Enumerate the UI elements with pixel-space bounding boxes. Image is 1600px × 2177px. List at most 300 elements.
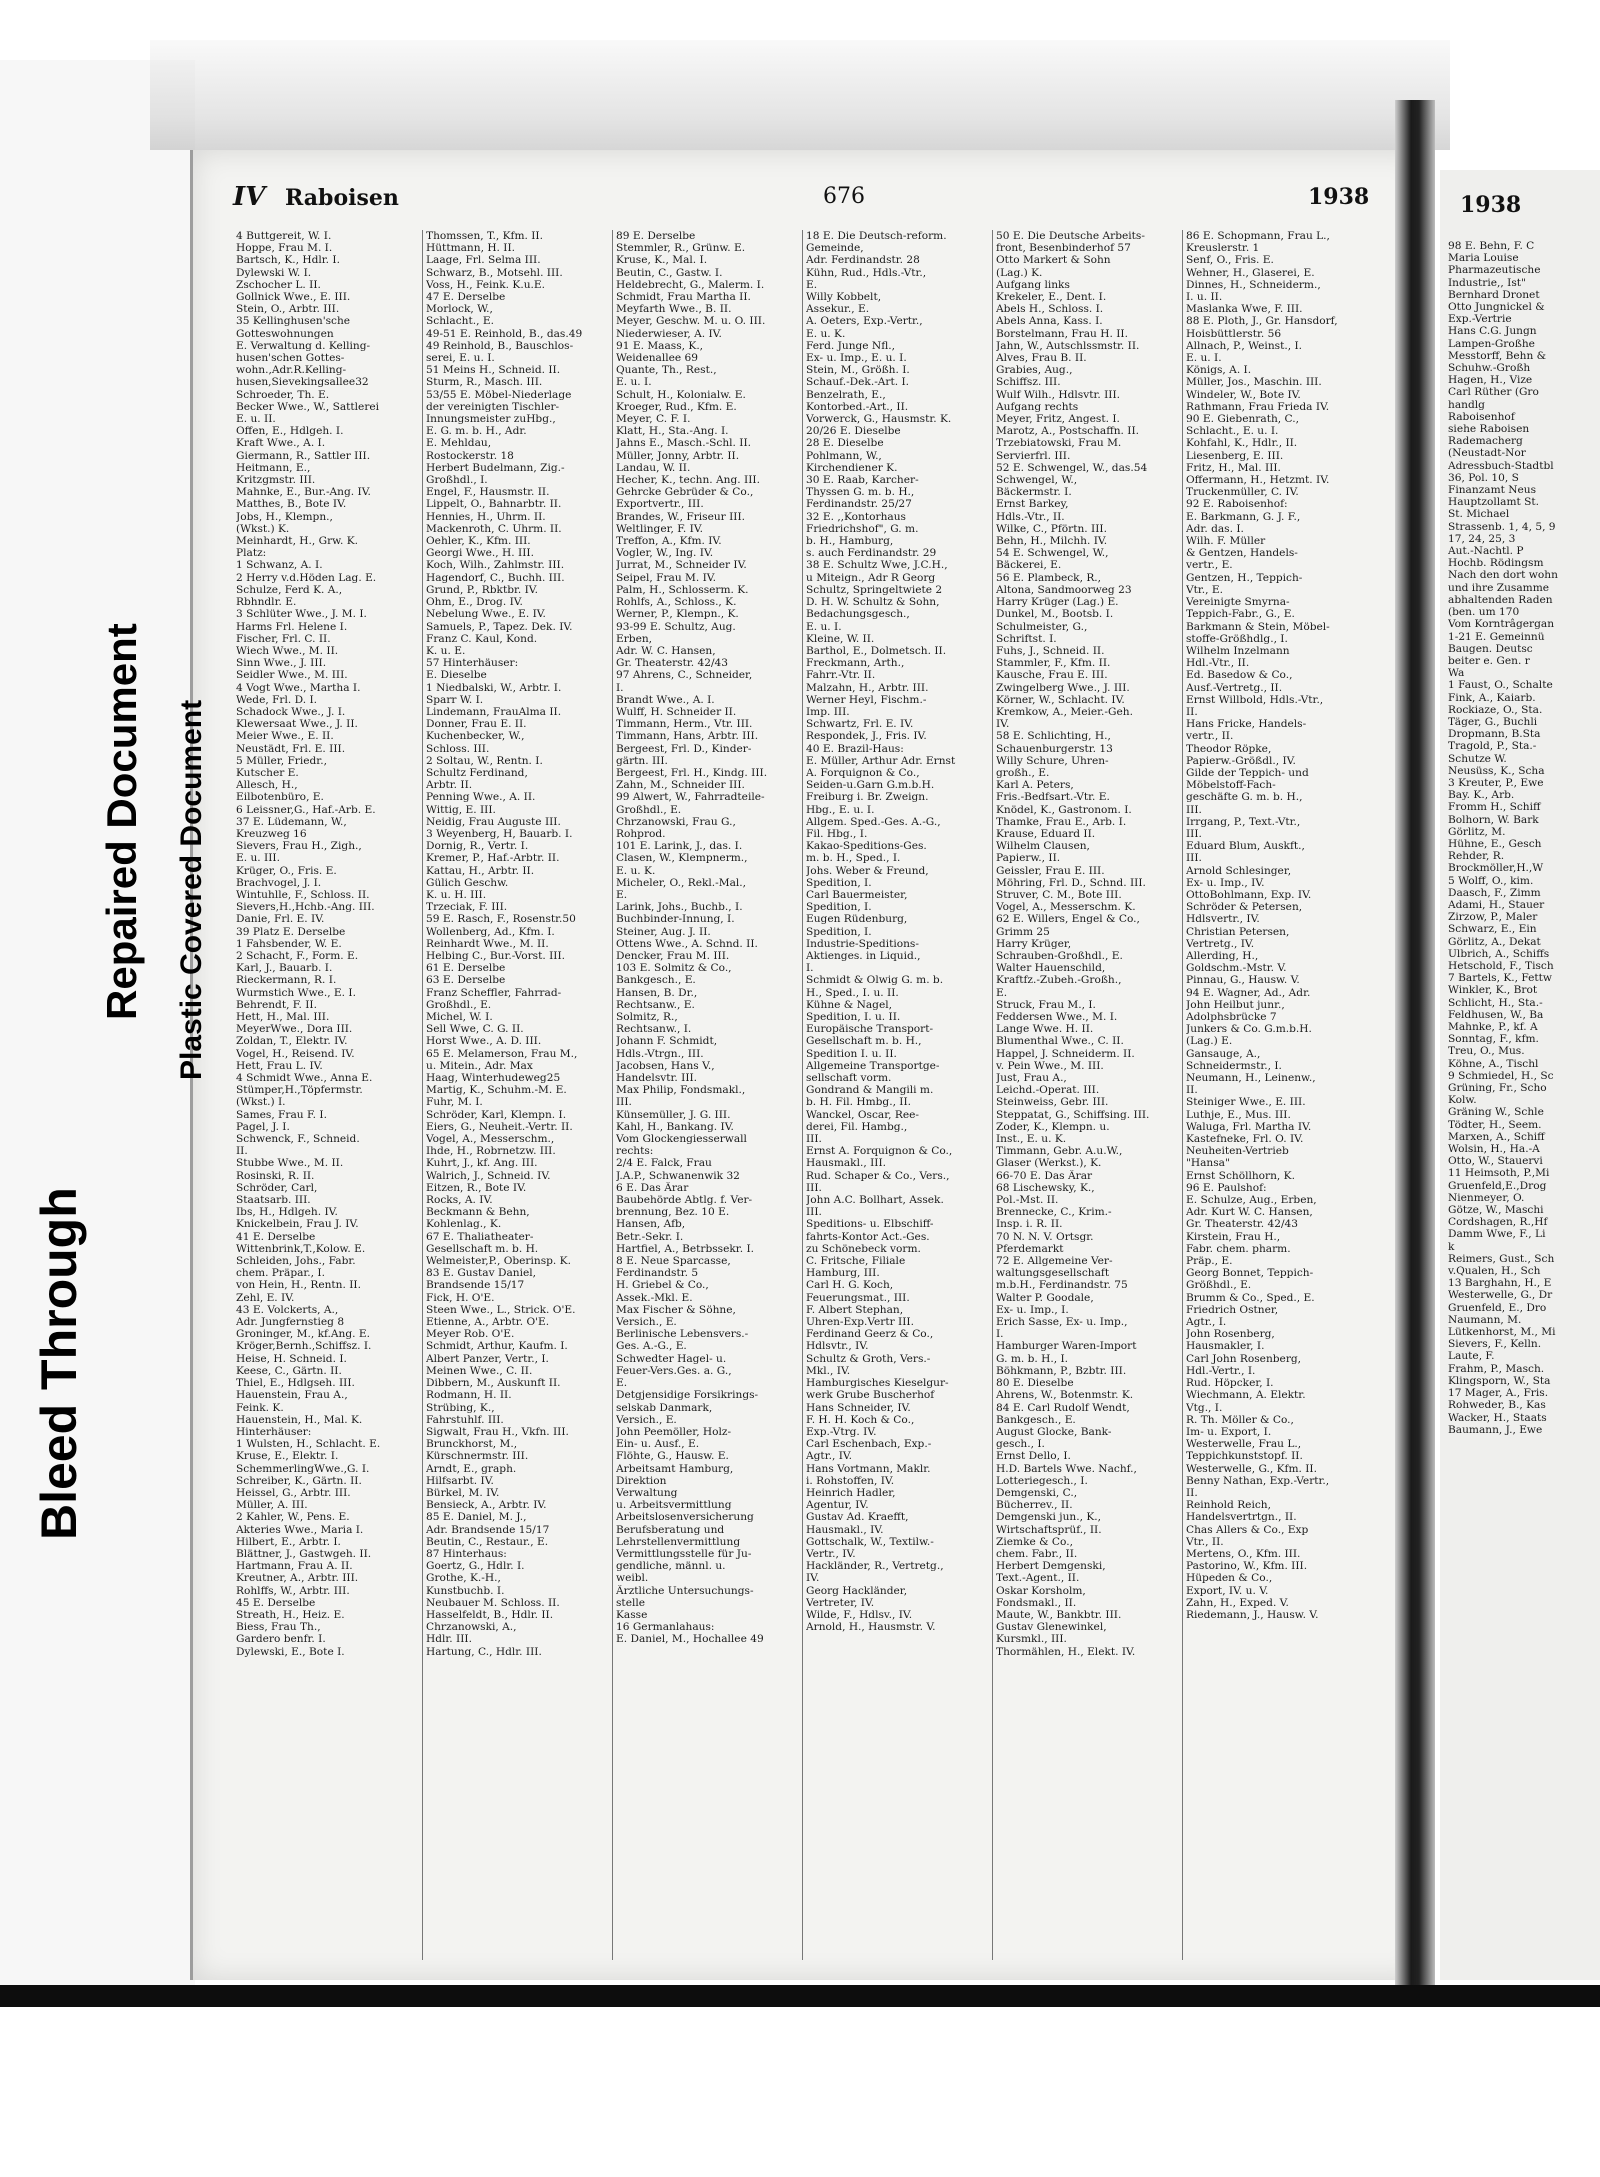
directory-entry: 39 Platz E. Derselbe bbox=[236, 925, 346, 938]
directory-entry: Stemmler, R., Grünw. E. bbox=[616, 242, 746, 255]
directory-entry: Detgjensidige Forsikrings- bbox=[616, 1389, 759, 1402]
directory-entry: Kruse, E., Elektr. I. bbox=[236, 1450, 339, 1463]
adjacent-entry: Klingsporn, W., Sta bbox=[1448, 1374, 1551, 1387]
directory-entry: 41 E. Derselbe bbox=[236, 1230, 316, 1243]
directory-entry: Werner, P., Klempn., K. bbox=[616, 608, 739, 621]
directory-entry: 99 Alwert, W., Fahrradteile- bbox=[616, 791, 765, 804]
directory-entry: Allesch, H., bbox=[236, 779, 298, 792]
stamp-bleed-through: Bleed Through bbox=[31, 1187, 87, 1540]
adjacent-entry: 9 Schmiedel, H., Sc bbox=[1448, 1069, 1554, 1082]
directory-entry: Schröder & Petersen, bbox=[1186, 901, 1303, 914]
directory-entry: K. u. H. III. bbox=[426, 888, 487, 901]
directory-entry: 1 Wulsten, H., Schlacht. E. bbox=[236, 1438, 381, 1451]
directory-entry: Weltlinger, F. IV. bbox=[616, 522, 704, 535]
directory-entry: Neuheiten-Vertrieb bbox=[1186, 1145, 1289, 1158]
directory-entry: Stein, M., Größh. I. bbox=[806, 364, 910, 377]
adjacent-entry: Westerwelle, G., Dr bbox=[1448, 1289, 1553, 1302]
directory-entry: Hasselfeldt, B., Hdlr. II. bbox=[426, 1608, 554, 1621]
directory-entry: Willy Kobbelt, bbox=[806, 291, 882, 304]
adjacent-entry: Industrie,, Ist" bbox=[1448, 276, 1526, 289]
adjacent-entry: Maria Louise bbox=[1448, 252, 1519, 265]
directory-entry: Meyer Rob. O'E. bbox=[426, 1328, 515, 1341]
directory-entry: Wittenbrink,T.,Kolow. E. bbox=[236, 1242, 366, 1255]
directory-entry: I. u. II. bbox=[1186, 291, 1223, 304]
adjacent-entry: Wacker, H., Staats bbox=[1448, 1411, 1547, 1424]
directory-entry: (Lag.) K. bbox=[996, 266, 1043, 279]
directory-entry: Herbert Demgenski, bbox=[996, 1560, 1106, 1573]
directory-entry: Laage, Frl. Selma III. bbox=[426, 254, 541, 267]
directory-entry: Danie, Frl. E. IV. bbox=[236, 913, 325, 926]
directory-entry: Wehner, H., Glaserei, E. bbox=[1186, 266, 1315, 279]
directory-entry: 65 E. Melamerson, Frau M., bbox=[426, 1047, 578, 1060]
directory-entry: Brumm & Co., Sped., E. bbox=[1186, 1291, 1315, 1304]
directory-entry: Heissel, G., Arbtr. III. bbox=[236, 1486, 351, 1499]
directory-entry: Larink, Johs., Buchb., I. bbox=[616, 901, 743, 914]
directory-entry: Schulze, Ferd K. A., bbox=[236, 583, 343, 596]
directory-entry: Bensieck, A., Arbtr. IV. bbox=[426, 1499, 547, 1512]
directory-entry: Jacobsen, Hans V., bbox=[616, 1059, 715, 1072]
directory-entry: Etienne, A., Arbtr. O'E. bbox=[426, 1316, 550, 1329]
adjacent-entry: 98 E. Behn, F. C bbox=[1448, 240, 1535, 252]
directory-entry: Wurmstich Wwe., E. I. bbox=[236, 986, 356, 999]
directory-entry: Künsemüller, J. G. III. bbox=[616, 1108, 731, 1121]
directory-entry: Engel, F., Hausmstr. II. bbox=[426, 486, 550, 499]
directory-entry: Brandes, W., Friseur III. bbox=[616, 510, 746, 523]
directory-entry: Riedemann, J., Hausw. V. bbox=[1186, 1608, 1319, 1621]
directory-entry: gesch., I. bbox=[996, 1438, 1045, 1451]
directory-entry: Grund, P., Rbktbr. IV. bbox=[426, 583, 538, 596]
directory-entry: Hackländer, R., Vertretg., bbox=[806, 1560, 944, 1573]
directory-entry: Walter P. Goodale, bbox=[996, 1291, 1094, 1304]
directory-entry: Fritz, H., Mal. III. bbox=[1186, 461, 1281, 474]
directory-entry: Seipel, Frau M. IV. bbox=[616, 571, 716, 584]
directory-entry: Größhdl., E. bbox=[1186, 1279, 1252, 1292]
directory-entry: Gesellschaft m. b. H. bbox=[426, 1242, 539, 1255]
directory-entry: Matthes, B., Bote IV. bbox=[236, 498, 347, 511]
directory-entry: Kirchendiener K. bbox=[806, 461, 898, 474]
directory-entry: Stein, O., Arbtr. III. bbox=[236, 303, 340, 316]
directory-entry: Borstelmann, Frau H. II. bbox=[996, 327, 1128, 340]
directory-entry: Neubauer M. Schloss. II. bbox=[426, 1596, 560, 1609]
adjacent-page-column bbox=[1448, 240, 1598, 1436]
adjacent-entry: Naumann, M. bbox=[1448, 1313, 1522, 1326]
directory-entry: Spedition, I. bbox=[806, 901, 872, 914]
directory-entry: Heldebrecht, G., Malerm. I. bbox=[616, 278, 765, 291]
directory-entry: Krause, Eduard II. bbox=[996, 827, 1096, 840]
directory-entry: Flöhte, G., Hausw. E. bbox=[616, 1450, 729, 1463]
directory-entry: husen'schen Gottes- bbox=[236, 352, 345, 365]
adjacent-entry: 3 Kreuter, P., Ewe bbox=[1448, 776, 1544, 789]
directory-entry: Pinnau, G., Hausw. V. bbox=[1186, 974, 1300, 987]
adjacent-entry: Vom Korntrâgergan bbox=[1448, 618, 1555, 631]
directory-entry: Spedition, I. u. II. bbox=[806, 1011, 901, 1023]
directory-entry: Treffon, A., Kfm. IV. bbox=[616, 535, 722, 548]
directory-entry: Zoder, K., Klempn. u. bbox=[996, 1120, 1110, 1133]
directory-entry: Chrzanowski, A., bbox=[426, 1621, 517, 1634]
directory-entry: II. bbox=[236, 1145, 248, 1158]
directory-entry: R. Th. Möller & Co., bbox=[1186, 1413, 1294, 1426]
directory-entry: Pastorino, W., Kfm. III. bbox=[1186, 1560, 1308, 1573]
directory-entry: Niederwieser, A. IV. bbox=[616, 327, 722, 340]
directory-entry: Rodmann, H. II. bbox=[426, 1389, 512, 1402]
directory-entry: Chrzanowski, Frau G., bbox=[616, 815, 736, 828]
directory-entry: Penning Wwe., A. II. bbox=[426, 791, 536, 804]
directory-entry: Eduard Blum, Auskft., bbox=[1186, 840, 1305, 853]
directory-entry: Aktienges. in Liquid., bbox=[806, 949, 921, 962]
directory-entry: großh., E. bbox=[996, 766, 1050, 779]
directory-entry: Hdls.-Vtr., II. bbox=[996, 510, 1065, 523]
directory-entry: Dylewski, E., Bote I. bbox=[236, 1645, 345, 1658]
stamp-repaired-document: Repaired Document bbox=[98, 623, 145, 1020]
directory-entry: II. bbox=[1186, 1486, 1198, 1499]
directory-entry: Christian Petersen, bbox=[1186, 925, 1290, 938]
page-header bbox=[233, 182, 1383, 218]
adjacent-entry: Otto Jungnickel & bbox=[1448, 301, 1545, 314]
directory-entry: Papierw., II. bbox=[996, 852, 1061, 865]
directory-entry: II. bbox=[1186, 705, 1198, 718]
directory-entry: Max Philip, Fondsmakl., bbox=[616, 1084, 746, 1097]
directory-entry: Bedachungsgesch., bbox=[806, 608, 910, 621]
directory-entry: I. bbox=[996, 1328, 1004, 1341]
directory-entry: Quante, Th., Rest., bbox=[616, 364, 717, 377]
directory-entry: Hans Fricke, Handels- bbox=[1186, 718, 1307, 731]
adjacent-entry: Hans C.G. Jungn bbox=[1448, 325, 1537, 338]
directory-entry: Rostockerstr. 18 bbox=[426, 449, 514, 462]
directory-entry: Senf, O., Fris. E. bbox=[1186, 254, 1274, 267]
directory-entry: Gr. Theaterstr. 42/43 bbox=[1186, 1218, 1299, 1231]
directory-entry: Verwaltung bbox=[616, 1486, 678, 1499]
adjacent-entry: Dropmann, B.Sta bbox=[1448, 728, 1541, 741]
directory-entry: Hagendorf, C., Buchh. III. bbox=[426, 571, 565, 584]
book-gutter bbox=[1395, 100, 1435, 1985]
directory-entry: Berlinische Lebensvers.- bbox=[616, 1328, 749, 1341]
directory-entry: Westerwelle, Frau L., bbox=[1186, 1438, 1302, 1451]
directory-entry: 80 E. Dieselbe bbox=[996, 1377, 1074, 1390]
directory-entry: Oehler, K., Kfm. III. bbox=[426, 535, 531, 548]
adjacent-entry: Görlitz, A., Dekat bbox=[1448, 935, 1541, 948]
directory-entry: Bergeest, Frl. D., Kinder- bbox=[616, 742, 752, 755]
directory-entry: Inst., E. u. K. bbox=[996, 1133, 1067, 1146]
directory-entry: 86 E. Schopmann, Frau L., bbox=[1186, 230, 1330, 242]
adjacent-entry: 17 Mager, A., Fris. bbox=[1448, 1387, 1549, 1400]
directory-entry: 101 E. Larink, J., das. I. bbox=[616, 840, 743, 853]
directory-entry: Werner Heyl, Fischm.- bbox=[806, 693, 927, 706]
directory-entry: E. bbox=[996, 986, 1008, 999]
directory-entry: Vtg., I. bbox=[1186, 1401, 1223, 1414]
directory-entry: Thamke, Frau E., Arb. I. bbox=[996, 815, 1127, 828]
directory-entry: Palm, H., Schlosserm. K. bbox=[616, 583, 749, 596]
directory-entry: Fuhr, M. I. bbox=[426, 1096, 483, 1109]
directory-entry: 70 N. N. V. Ortsgr. bbox=[996, 1230, 1094, 1243]
adjacent-entry: Bolhorn, W. Bark bbox=[1448, 813, 1539, 826]
directory-entry: b. H., Hamburg, bbox=[806, 535, 894, 548]
directory-entry: A. Oeters, Exp.-Vertr., bbox=[806, 315, 923, 328]
directory-entry: A. Forquignon & Co., bbox=[806, 766, 920, 779]
directory-entry: Direktion bbox=[616, 1474, 667, 1487]
directory-entry: Brennecke, C., Krim.- bbox=[996, 1206, 1112, 1219]
directory-entry: Im- u. Export, I. bbox=[1186, 1425, 1272, 1438]
directory-entry: Thyssen G. m. b. H., bbox=[806, 486, 915, 499]
directory-entry: Rosinski, R. II. bbox=[236, 1169, 315, 1182]
directory-entry: Lotteriegesch., I. bbox=[996, 1474, 1088, 1487]
adjacent-entry: Reimers, Gust., Sch bbox=[1448, 1252, 1555, 1265]
adjacent-entry: Hochb. Rödingsm bbox=[1448, 557, 1544, 570]
directory-entry: 2 Herry v.d.Höden Lag. E. bbox=[236, 571, 377, 584]
directory-entry: Papierw.-Größdl., IV. bbox=[1186, 754, 1296, 767]
directory-entry: Steiner, Aug. J. II. bbox=[616, 925, 711, 938]
directory-entry: Trzeciak, F. III. bbox=[426, 901, 508, 914]
adjacent-entry: Gruenfeld,E.,Drog bbox=[1448, 1179, 1547, 1192]
directory-entry: Sames, Frau F. I. bbox=[236, 1108, 327, 1121]
directory-entry: Servierfrl. III. bbox=[996, 449, 1071, 462]
directory-entry: Hdlsvertr., IV. bbox=[1186, 913, 1260, 926]
directory-entry: Speditions- u. Elbschiff- bbox=[806, 1218, 934, 1231]
adjacent-entry: Sievers, F., Kelln. bbox=[1448, 1338, 1542, 1351]
directory-entry: Großhdl., E. bbox=[616, 803, 682, 816]
directory-entry: u. Arbeitsvermittlung bbox=[616, 1499, 732, 1512]
directory-entry: Hdlsvtr., IV. bbox=[806, 1340, 869, 1353]
directory-entry: Struck, Frau M., I. bbox=[996, 998, 1096, 1011]
directory-entry: John A.C. Bollhart, Assek. bbox=[806, 1194, 944, 1207]
directory-entry: Schlacht., E. bbox=[426, 315, 494, 328]
adjacent-entry: Exp.-Vertrie bbox=[1448, 313, 1512, 326]
directory-entry: Vom Glockengiesserwall bbox=[616, 1133, 747, 1146]
directory-entry: Rohlffs, W., Arbtr. III. bbox=[236, 1584, 350, 1597]
directory-entry: Hansen, B. Dr., bbox=[616, 986, 698, 999]
directory-entry: Großhdl., E. bbox=[426, 998, 492, 1011]
directory-entry: Fahrr.-Vtr. II. bbox=[806, 669, 876, 682]
directory-entry: Hans Vortmann, Maklr. bbox=[806, 1462, 931, 1475]
directory-entry: H., Sped., I. u. II. bbox=[806, 986, 899, 999]
adjacent-entry: 1-21 E. Gemeinnü bbox=[1448, 630, 1545, 643]
directory-entry: Adr. Jungfernstieg 8 bbox=[236, 1316, 345, 1329]
directory-column bbox=[1183, 230, 1373, 1960]
directory-entry: Exp.-Vtrg. IV. bbox=[806, 1425, 877, 1438]
directory-entry: Gustav Ad. Kraefft, bbox=[806, 1511, 909, 1524]
directory-entry: Fil. Hbg., I. bbox=[806, 827, 868, 840]
directory-entry: u. Mitein., Adr. Max bbox=[426, 1059, 533, 1072]
directory-entry: Morlock, W., bbox=[426, 303, 493, 316]
directory-entry: Hdls.-Vtrgn., III. bbox=[616, 1047, 704, 1060]
directory-entry: SchemmerlingWwe.,G. I. bbox=[236, 1462, 370, 1475]
directory-entry: gendliche, männl. u. bbox=[616, 1560, 726, 1573]
directory-entry: Vtr., II. bbox=[1186, 1535, 1224, 1548]
directory-entry: Freckmann, Arth., bbox=[806, 657, 905, 670]
directory-entry: Jahns E., Masch.-Schl. II. bbox=[616, 437, 752, 450]
directory-entry: 85 E. Daniel, M. J., bbox=[426, 1511, 527, 1524]
directory-entry: Bankgesch., E. bbox=[616, 974, 696, 987]
directory-entry: Teppichkunststopf. II. bbox=[1186, 1450, 1303, 1463]
directory-entry: Adr. Brandsende 15/17 bbox=[426, 1523, 550, 1536]
directory-entry: Hdl.-Vertr., I. bbox=[1186, 1364, 1256, 1377]
directory-entry: 90 E. Giebenrath, C., bbox=[1186, 413, 1299, 426]
directory-entry: Truckenmüller, C. IV. bbox=[1186, 486, 1299, 499]
directory-entry: Brandsende 15/17 bbox=[426, 1279, 525, 1292]
directory-entry: Kattau, H., Arbtr. II. bbox=[426, 864, 535, 877]
adjacent-entry: Mahnke, P., kf. A bbox=[1448, 1021, 1538, 1033]
directory-entry: Grabies, Aug., bbox=[996, 364, 1073, 377]
directory-entry: Kürschnermstr. III. bbox=[426, 1450, 529, 1463]
directory-entry: F. H. H. Koch & Co., bbox=[806, 1413, 915, 1426]
directory-entry: 2 Schacht, F., Form. E. bbox=[236, 949, 359, 962]
directory-entry: Kremkow, A., Meier.-Geh. bbox=[996, 705, 1133, 718]
adjacent-entry: 36, Pol. 10, S bbox=[1448, 471, 1519, 484]
directory-entry: E. G. m. b. H., Adr. bbox=[426, 425, 527, 438]
directory-entry: Mahnke, E., Bur.-Ang. IV. bbox=[236, 486, 371, 499]
directory-entry: Krüger, O., Fris. E. bbox=[236, 864, 337, 877]
directory-entry: Feuerungsmat., III. bbox=[806, 1291, 910, 1304]
adjacent-entry: Görlitz, M. bbox=[1448, 825, 1506, 838]
directory-entry: III. bbox=[1186, 803, 1202, 816]
adjacent-entry: Treu, O., Mus. bbox=[1448, 1045, 1525, 1058]
directory-entry: chem. Fabr., II. bbox=[996, 1547, 1078, 1560]
directory-entry: Agentur, IV. bbox=[806, 1499, 869, 1512]
directory-entry: 28 E. Dieselbe bbox=[806, 437, 884, 450]
directory-entry: Ex- u. Imp., IV. bbox=[1186, 876, 1265, 889]
adjacent-entry: Rehder, R. bbox=[1448, 850, 1505, 863]
directory-entry: selskab Danmark, bbox=[616, 1401, 713, 1414]
directory-entry: Rechtsanw., E. bbox=[616, 998, 695, 1011]
directory-entry: Georgi Wwe., H. III. bbox=[426, 547, 534, 560]
directory-entry: Böhkmann, P., Bzbtr. III. bbox=[996, 1364, 1127, 1377]
directory-entry: 56 E. Plambeck, R., bbox=[996, 571, 1102, 584]
adjacent-entry: Hagen, H., Vize bbox=[1448, 374, 1533, 387]
directory-entry: Pferdemarkt bbox=[996, 1242, 1064, 1255]
directory-entry: Schröder, Carl, bbox=[236, 1181, 318, 1194]
directory-entry: Kruse, K., Mal. I. bbox=[616, 254, 708, 267]
directory-entry: Just, Frau A., bbox=[996, 1072, 1067, 1085]
directory-entry: serei, E. u. I. bbox=[426, 352, 495, 365]
directory-entry: Wittig, E. III. bbox=[426, 803, 496, 816]
adjacent-entry: Täger, G., Buchli bbox=[1448, 715, 1538, 728]
directory-entry: geschäfte G. m. b. H., bbox=[1186, 791, 1303, 804]
directory-entry: Kastefneke, Frl. O. IV. bbox=[1186, 1133, 1304, 1146]
directory-entry: Kühn, Rud., Hdls.-Vtr., bbox=[806, 266, 927, 279]
directory-entry: Ziemke & Co., bbox=[996, 1535, 1073, 1548]
directory-entry: Theodor Röpke, bbox=[1186, 742, 1272, 755]
adjacent-entry: Cordshagen, R.,Hf bbox=[1448, 1216, 1548, 1229]
adjacent-entry: v.Qualen, H., Sch bbox=[1448, 1265, 1541, 1278]
directory-entry: Feuer-Vers.Ges. a. G., bbox=[616, 1364, 732, 1377]
directory-entry: 47 E. Derselbe bbox=[426, 291, 506, 304]
adjacent-entry: siehe Raboisen bbox=[1448, 423, 1530, 436]
directory-entry: Barkmann & Stein, Möbel- bbox=[1186, 620, 1330, 633]
directory-entry: 3 Schlüter Wwe., J. M. I. bbox=[236, 608, 367, 621]
directory-entry: Imp. III. bbox=[806, 705, 850, 718]
directory-entry: Hartung, C., Hdlr. III. bbox=[426, 1645, 542, 1658]
directory-entry: Kirstein, Frau H., bbox=[1186, 1230, 1281, 1243]
directory-entry: Chas Allers & Co., Exp bbox=[1186, 1523, 1309, 1536]
directory-entry: Kreutner, A., Arbtr. III. bbox=[236, 1572, 359, 1585]
directory-entry: Vermittlungsstelle für Ju- bbox=[616, 1547, 752, 1560]
directory-entry: 97 Ahrens, C., Schneider, bbox=[616, 669, 753, 682]
directory-entry: Gollnick Wwe., E. III. bbox=[236, 291, 351, 304]
directory-entry: Pol.-Mst. II. bbox=[996, 1194, 1059, 1207]
directory-entry: Spedition, I. bbox=[806, 876, 872, 889]
directory-entry: Kontorbed.-Art., II. bbox=[806, 400, 909, 413]
directory-entry: brennung, Bez. 10 E. bbox=[616, 1206, 730, 1219]
street-name: Raboisen bbox=[285, 185, 399, 211]
directory-entry: Schwedter Hagel- u. bbox=[616, 1352, 727, 1365]
directory-entry: Benny Nathan, Exp.-Vertr., bbox=[1186, 1474, 1330, 1487]
directory-entry: Pagel, J. I. bbox=[236, 1120, 290, 1133]
directory-entry: Albert Panzer, Vertr., I. bbox=[426, 1352, 549, 1365]
directory-entry: Trzebiatowski, Frau M. bbox=[996, 437, 1122, 450]
directory-entry: Vertretg., IV. bbox=[1186, 937, 1255, 950]
directory-entry: MeyerWwe., Dora III. bbox=[236, 1023, 353, 1036]
directory-entry: Wulf Wilh., Hdlsvtr. III. bbox=[996, 388, 1121, 401]
directory-entry: OttoBohlmann, Exp. IV. bbox=[1186, 888, 1312, 901]
directory-entry: 84 E. Carl Rudolf Wendt, bbox=[996, 1401, 1130, 1414]
directory-entry: Beutin, C., Gastw. I. bbox=[616, 266, 723, 279]
directory-entry: Dibbern, M., Auskunft II. bbox=[426, 1377, 561, 1390]
section-number: IV bbox=[233, 182, 266, 212]
directory-entry: Kahl, H., Bankang. IV. bbox=[616, 1120, 734, 1133]
directory-entry: Haag, Winterhudeweg25 bbox=[426, 1072, 561, 1085]
directory-entry: (Lag.) E. bbox=[1186, 1035, 1233, 1048]
adjacent-entry: St. Michael bbox=[1448, 508, 1510, 521]
directory-entry: Malzahn, H., Arbtr. III. bbox=[806, 681, 929, 694]
directory-entry: 59 E. Rasch, F., Rosenstr.50 bbox=[426, 913, 576, 926]
directory-entry: i. Rohstoffen, IV. bbox=[806, 1474, 895, 1487]
directory-entry: Altona, Sandmoorweg 23 bbox=[996, 583, 1132, 596]
directory-entry: 1 Niedbalski, W., Arbtr. I. bbox=[426, 681, 562, 694]
directory-entry: E. u. I. bbox=[806, 620, 842, 633]
directory-entry: 54 E. Schwengel, W., bbox=[996, 547, 1109, 560]
directory-entry: Schiffsz. III. bbox=[996, 376, 1061, 389]
directory-entry: Streath, H., Heiz. E. bbox=[236, 1608, 345, 1621]
directory-entry: 91 E. Maass, K., bbox=[616, 339, 704, 352]
directory-entry: E. Verwaltung d. Kelling- bbox=[236, 339, 371, 352]
directory-entry: Schwarz, B., Motsehl. III. bbox=[426, 266, 563, 279]
directory-column bbox=[803, 230, 993, 1960]
directory-entry: m.b.H., Ferdinandstr. 75 bbox=[996, 1279, 1128, 1292]
directory-entry: III. bbox=[1186, 827, 1202, 840]
directory-entry: Lange Wwe. H. II. bbox=[996, 1023, 1094, 1036]
directory-entry: 88 E. Ploth, J., Gr. Hansdorf, bbox=[1186, 315, 1338, 328]
directory-entry: Ferdinandstr. 5 bbox=[616, 1267, 699, 1280]
adjacent-entry: Hetschold, F., Tisch bbox=[1448, 959, 1554, 972]
directory-entry: IV. bbox=[996, 718, 1010, 731]
directory-entry: Mkl., IV. bbox=[806, 1364, 851, 1377]
directory-entry: Marotz, A., Postschaffn. II. bbox=[996, 425, 1140, 438]
directory-entry: Offermann, H., Hetzmt. IV. bbox=[1186, 474, 1330, 487]
directory-entry: Wilhelm Clausen, bbox=[996, 840, 1090, 853]
directory-entry: Pohlmann, W., bbox=[806, 449, 882, 462]
directory-entry: Hett, H., Mal. III. bbox=[236, 1011, 330, 1023]
directory-entry: Assekur., E. bbox=[806, 303, 870, 316]
directory-entry: Allgem. Sped.-Ges. A.-G., bbox=[806, 815, 941, 828]
directory-entry: Lippelt, O., Bahnarbtr. II. bbox=[426, 498, 562, 511]
directory-entry: gärtn. III. bbox=[616, 754, 668, 767]
adjacent-entry: Rademacherg bbox=[1448, 435, 1523, 448]
directory-entry: Karl, J., Bauarb. I. bbox=[236, 962, 333, 975]
directory-entry: Schlacht., E. u. I. bbox=[1186, 425, 1279, 438]
adjacent-page bbox=[1440, 170, 1600, 1980]
directory-entry: Hdlr. III. bbox=[426, 1633, 472, 1646]
directory-entry: Heitmann, E., bbox=[236, 461, 311, 474]
directory-entry: Sievers,H.,Hchb.-Ang. III. bbox=[236, 901, 375, 914]
adjacent-entry: Frahm, P., Masch. bbox=[1448, 1362, 1545, 1375]
directory-entry: Betr.-Sekr. I. bbox=[616, 1230, 684, 1243]
adjacent-entry: Marxen, A., Schiff bbox=[1448, 1130, 1545, 1143]
directory-entry: Adr. Ferdinandstr. 28 bbox=[806, 254, 920, 267]
adjacent-entry: Finanzamt Neus bbox=[1448, 484, 1537, 497]
directory-columns bbox=[233, 230, 1383, 1960]
directory-entry: 103 E. Solmitz & Co., bbox=[616, 962, 732, 975]
directory-entry: Wiechmann, A. Elektr. bbox=[1186, 1389, 1306, 1402]
directory-entry: 96 E. Paulshof: bbox=[1186, 1181, 1267, 1194]
